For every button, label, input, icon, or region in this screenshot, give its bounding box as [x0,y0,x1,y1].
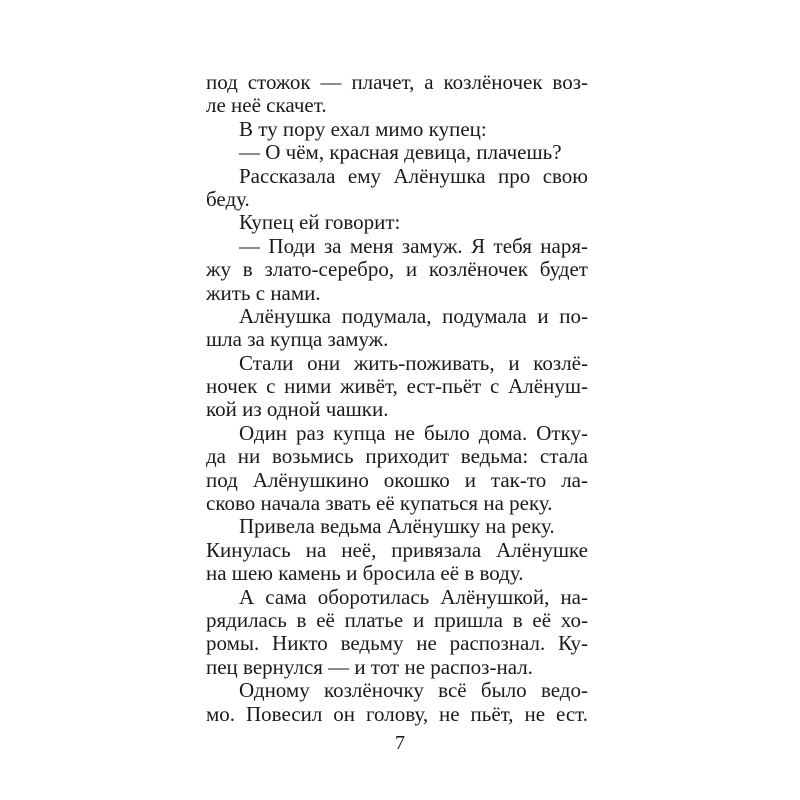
text-line: шла за купца замуж. [206,327,389,352]
text-line: Алёнушка подумала, подумала и по- [239,303,588,328]
text-line: — Поди за меня замуж. Я тебя наря- [239,233,588,258]
text-line: под стожок — плачет, а козлёночек воз- [206,70,588,94]
text-line: — О чём, красная девица, плачешь? [239,140,562,165]
text-line: пец вернулся — и тот не распоз-нал. [206,654,533,679]
text-line: мо. Повесил он голову, не пьёт, не ест. [206,701,588,726]
text-line: Один раз купца не было дома. Отку- [239,420,588,445]
text-line: жу в злато-серебро, и козлёночек будет [206,257,588,282]
text-line: Стали они жить-поживать, и козлё- [239,350,588,375]
text-line: ле неё скачет. [206,93,327,118]
text-line: на шею камень и бросила её в воду. [206,561,524,586]
text-line: Одному козлёночку всё было ведо- [239,678,588,703]
page-number: 7 [395,732,405,754]
text-line: Привела ведьма Алёнушку на реку. [239,514,555,539]
text-line: жить с нами. [206,280,321,305]
text-line: А сама оборотилась Алёнушкой, на- [239,584,588,609]
text-line: кой из одной чашки. [206,397,389,422]
text-line: Рассказала ему Алёнушка про свою [239,163,588,188]
text-line: ромы. Никто ведьму не распознал. Ку- [206,631,588,656]
text-line: ночек с ними живёт, ест-пьёт с Алёнуш- [206,374,588,399]
text-line: рядилась в её платье и пришла в её хо- [206,607,588,632]
text-line: беду. [206,186,250,211]
text-line: под Алёнушкино окошко и так-то ла- [206,467,588,492]
text-line: сково начала звать её купаться на реку. [206,491,553,516]
text-line: В ту пору ехал мимо купец: [239,116,487,141]
page-body-text [206,71,588,726]
text-line: Купец ей говорит: [239,210,401,235]
text-line: да ни возьмись приходит ведьма: стала [206,444,588,469]
text-line: Кинулась на неё, привязала Алёнушке [206,537,588,562]
